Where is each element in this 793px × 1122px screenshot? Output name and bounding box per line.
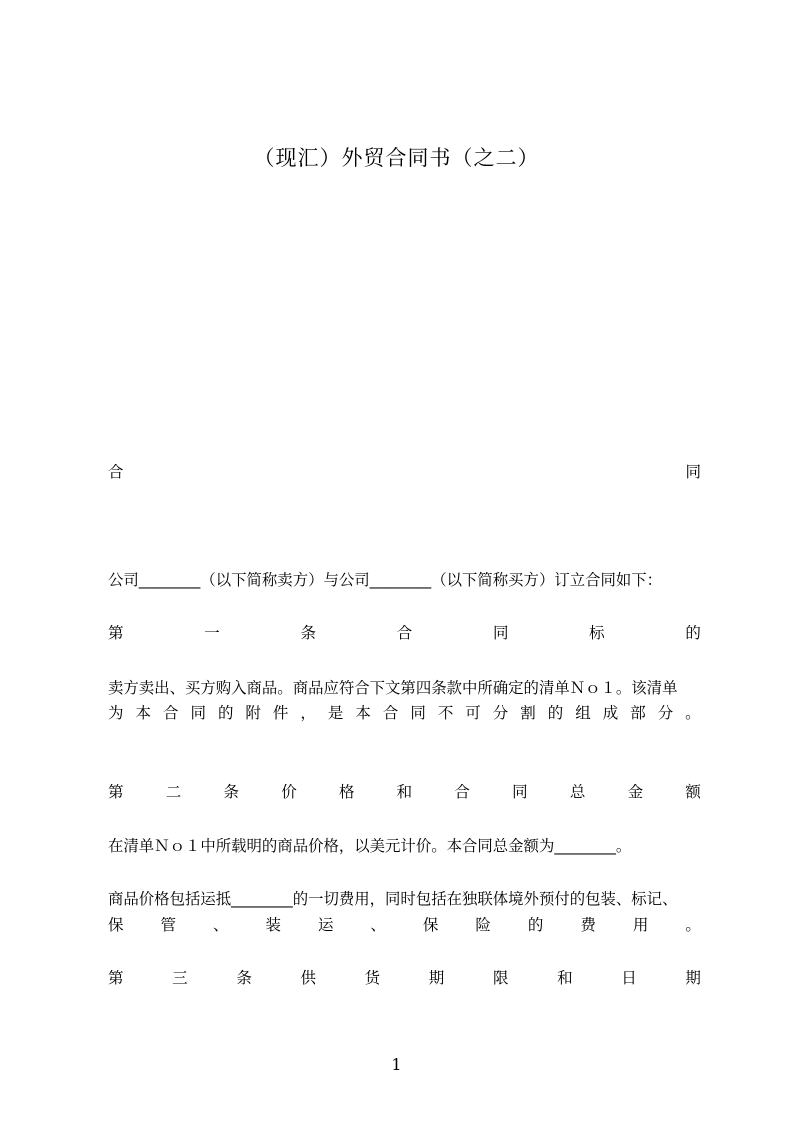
spread-char: 本 bbox=[135, 704, 151, 722]
spread-char: 第 bbox=[108, 783, 124, 801]
spread-char: 。 bbox=[685, 704, 701, 722]
spread-char: 的 bbox=[527, 916, 544, 934]
spread-char: 件 bbox=[272, 704, 289, 722]
spread-char: 为 bbox=[108, 704, 124, 722]
spread-char: 成 bbox=[602, 704, 619, 722]
spread-char: 装 bbox=[265, 916, 281, 934]
spread-char: 条 bbox=[236, 969, 252, 987]
spread-char: 分 bbox=[492, 704, 509, 722]
spread-char: 标 bbox=[589, 624, 605, 642]
article2-paragraph2-line1: 商品价格包括运抵________的一切费用，同时包括在独联体境外预付的包装、标记、 bbox=[108, 890, 678, 908]
spread-char: 的 bbox=[547, 704, 564, 722]
spread-char: 第 bbox=[108, 969, 124, 987]
spread-char: 同 bbox=[190, 704, 206, 722]
spread-char: 同 bbox=[492, 624, 509, 642]
spread-char: 价 bbox=[281, 783, 297, 801]
spread-char: 、 bbox=[370, 916, 386, 934]
spread-char: 险 bbox=[475, 916, 491, 934]
article2-paragraph1: 在清单Ｎｏ１中所载明的商品价格，以美元计价。本合同总金额为________。 bbox=[108, 837, 632, 855]
spread-char: 期 bbox=[685, 969, 701, 987]
spread-char: 供 bbox=[300, 969, 316, 987]
spread-char: 和 bbox=[396, 783, 413, 801]
spread-char: 费 bbox=[580, 916, 596, 934]
spread-char: 条 bbox=[300, 624, 316, 642]
spread-char: 可 bbox=[465, 704, 481, 722]
spread-char: 保 bbox=[108, 916, 124, 934]
spread-char: 附 bbox=[245, 704, 261, 722]
spread-char: 管 bbox=[160, 916, 176, 934]
spread-char: 组 bbox=[575, 704, 591, 722]
spread-char: 用 bbox=[632, 916, 649, 934]
article1-paragraph-line2 bbox=[108, 701, 701, 723]
spread-char: 一 bbox=[204, 624, 220, 642]
spread-char: 条 bbox=[223, 783, 239, 801]
spread-char: 总 bbox=[569, 783, 586, 801]
document-title: （现汇）外贸合同书（之二） bbox=[253, 146, 540, 170]
spread-char: 合 bbox=[108, 463, 124, 481]
spread-char: 保 bbox=[422, 916, 439, 934]
spread-char: 额 bbox=[685, 783, 701, 801]
article1-heading bbox=[108, 621, 701, 643]
page-number: 1 bbox=[391, 1055, 402, 1074]
spread-char: 割 bbox=[520, 704, 536, 722]
spread-char: 日 bbox=[621, 969, 637, 987]
spread-char: 货 bbox=[364, 969, 381, 987]
spread-char: 限 bbox=[492, 969, 509, 987]
spread-char: 本 bbox=[355, 704, 371, 722]
spread-char: 。 bbox=[685, 916, 701, 934]
spread-char: 格 bbox=[338, 783, 355, 801]
spread-char: 二 bbox=[165, 783, 182, 801]
spread-char: 、 bbox=[212, 916, 229, 934]
spread-char: 部 bbox=[630, 704, 646, 722]
article3-heading bbox=[108, 966, 701, 988]
spread-char: 第 bbox=[108, 624, 124, 642]
contract-heading bbox=[108, 460, 701, 482]
spread-char: 金 bbox=[627, 783, 644, 801]
spread-char: 分 bbox=[657, 704, 674, 722]
spread-char: 期 bbox=[428, 969, 445, 987]
spread-char: 同 bbox=[685, 463, 701, 481]
intro-paragraph: 公司________（以下简称卖方）与公司________（以下简称买方）订立合同如下： bbox=[108, 571, 663, 589]
spread-char: 三 bbox=[172, 969, 188, 987]
article2-heading bbox=[108, 780, 701, 802]
spread-char: 的 bbox=[217, 704, 234, 722]
spread-char: 合 bbox=[396, 624, 413, 642]
spread-char: 的 bbox=[685, 624, 701, 642]
spread-char: 是 bbox=[327, 704, 344, 722]
spread-char: 同 bbox=[512, 783, 528, 801]
spread-char: 不 bbox=[437, 704, 454, 722]
spread-char: 和 bbox=[557, 969, 573, 987]
article2-paragraph2-line2 bbox=[108, 913, 701, 935]
spread-char: 合 bbox=[454, 783, 470, 801]
article1-paragraph-line1: 卖方卖出、买方购入商品。商品应符合下文第四条款中所确定的清单Ｎｏ１。该清单 bbox=[108, 679, 678, 697]
spread-char: 合 bbox=[382, 704, 399, 722]
spread-char: ， bbox=[300, 704, 316, 722]
spread-char: 同 bbox=[410, 704, 426, 722]
spread-char: 运 bbox=[317, 916, 334, 934]
spread-char: 合 bbox=[162, 704, 179, 722]
